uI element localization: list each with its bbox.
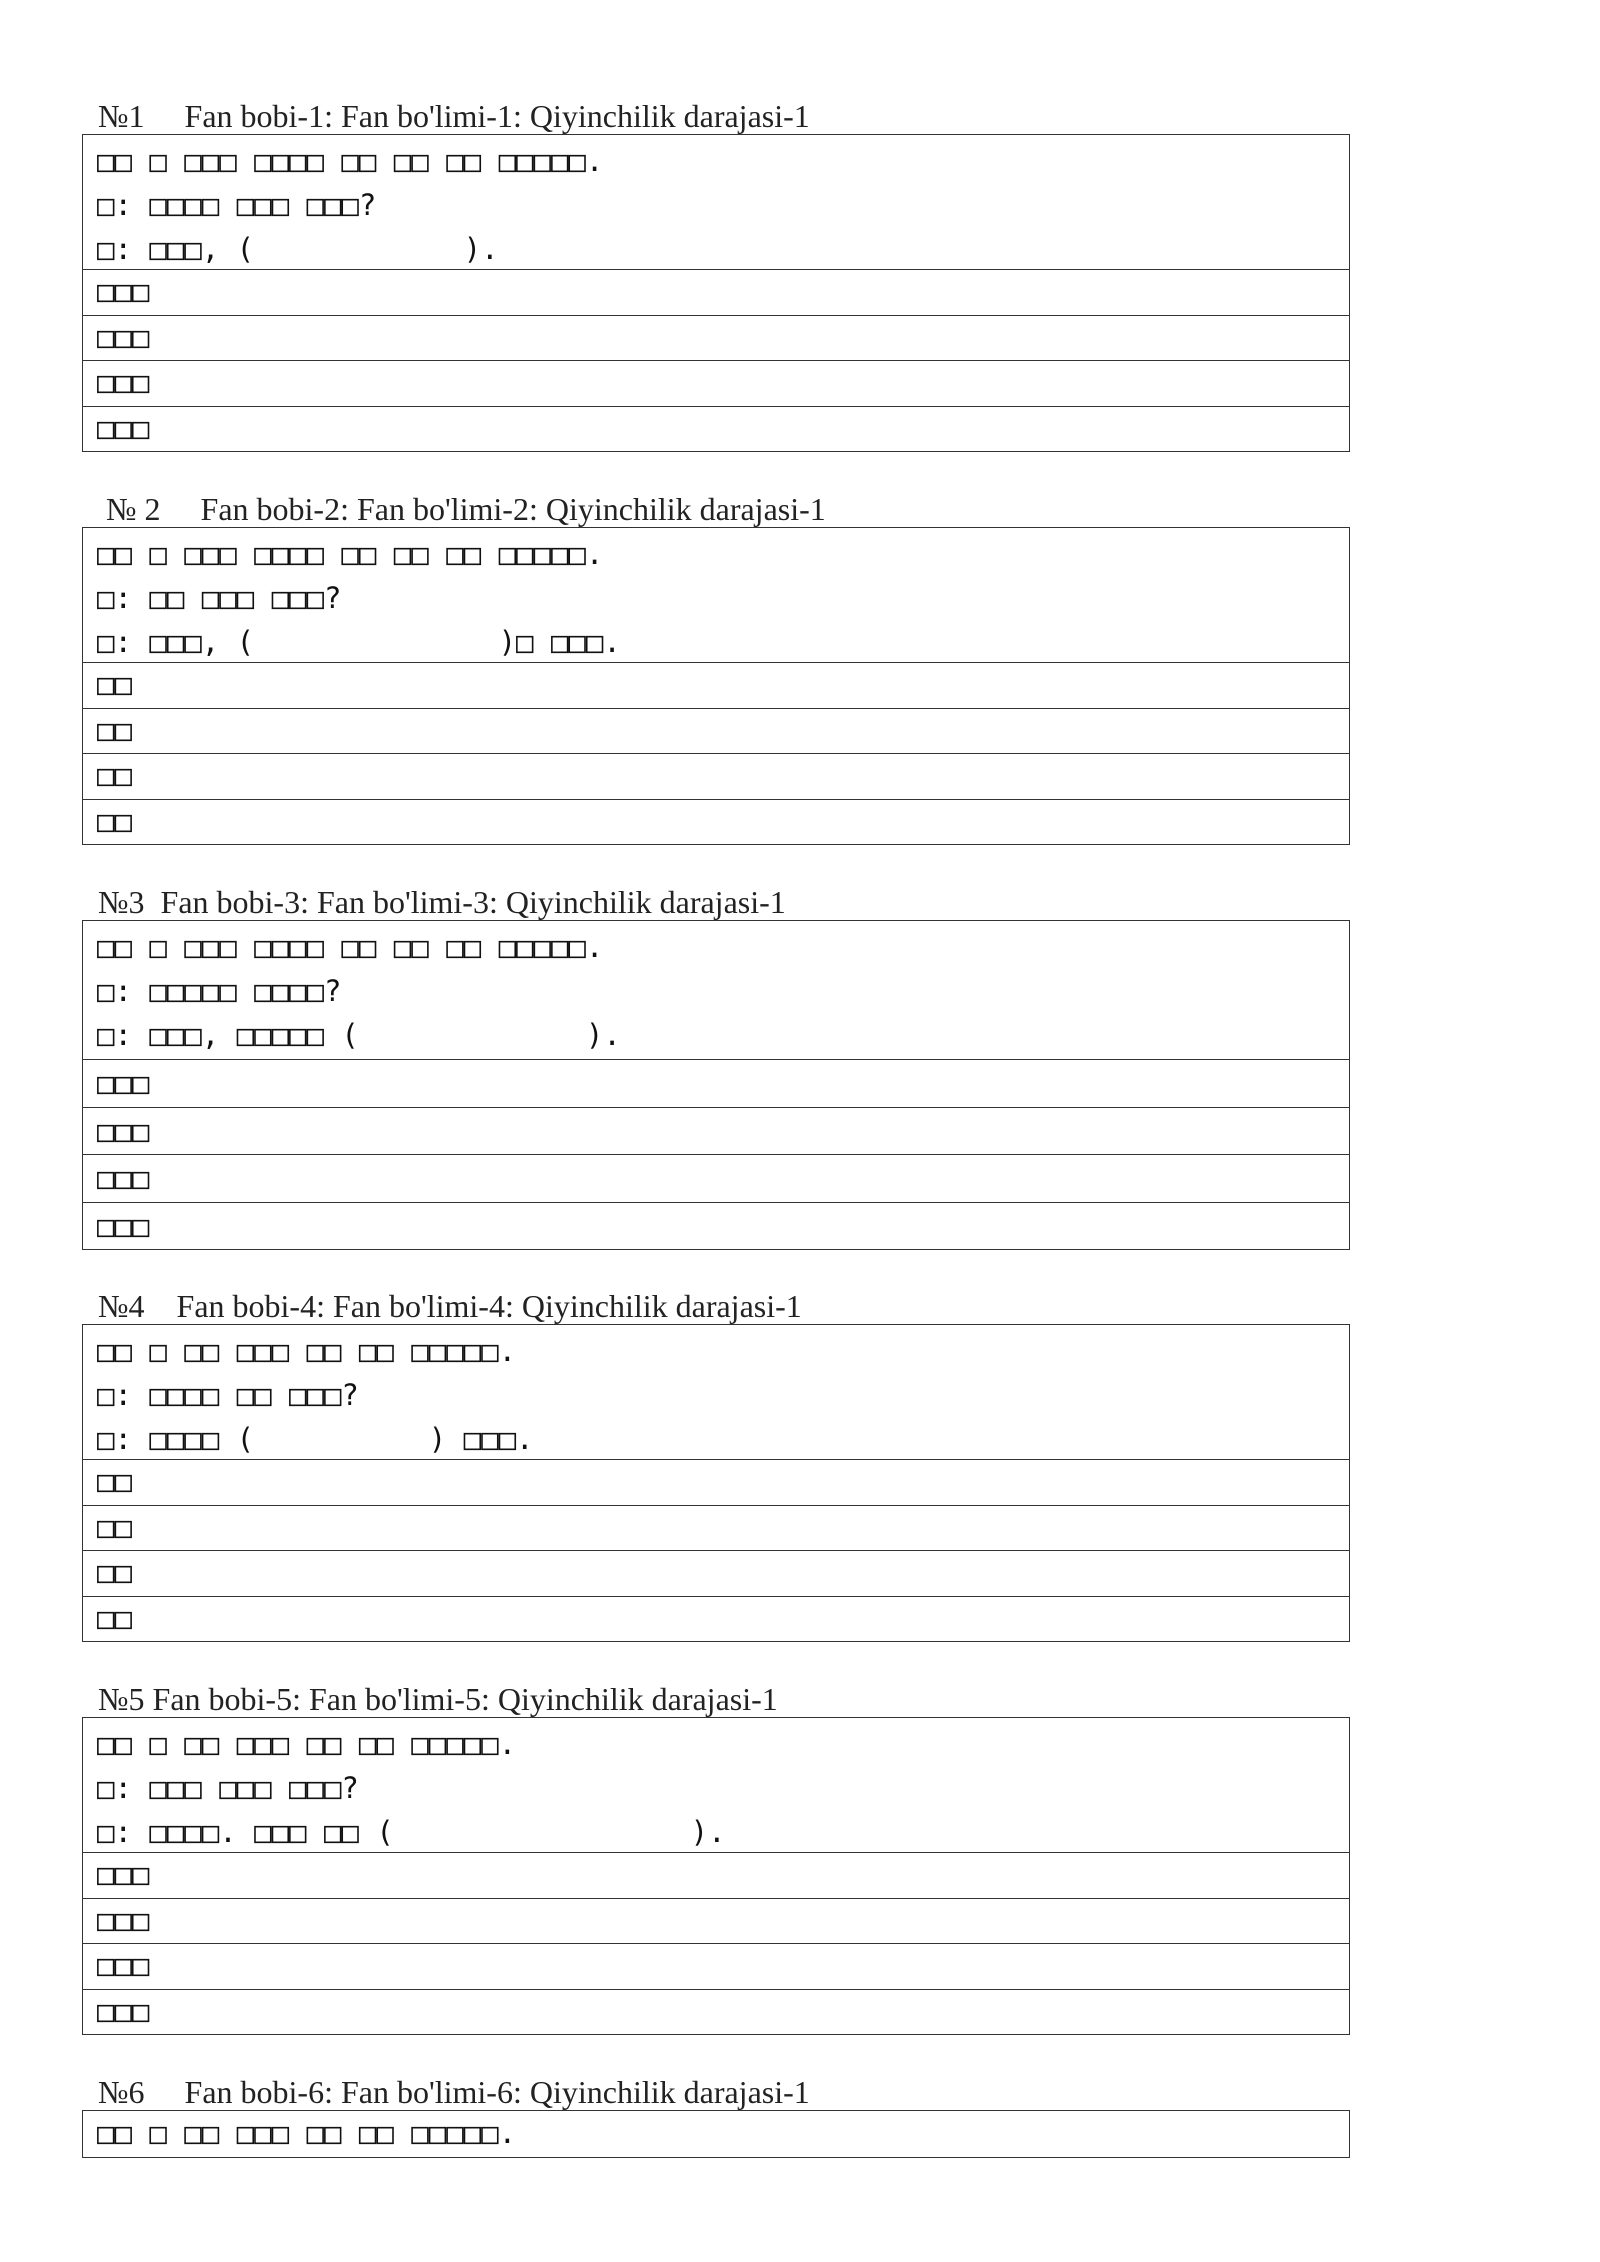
answer-option[interactable]: □□ xyxy=(83,753,1349,799)
answer-option[interactable]: □□□ xyxy=(83,1107,1349,1155)
question-table xyxy=(82,1717,1350,2035)
question-table xyxy=(82,2110,1350,2158)
answer-option[interactable]: □□□ xyxy=(83,1059,1349,1107)
question-header: №5 Fan bobi-5: Fan bo'limi-5: Qiyinchilik darajasi-1 xyxy=(98,1681,778,1717)
stem-line: □□ □ □□ □□□ □□ □□ □□□□□. xyxy=(97,1727,517,1761)
question-2 xyxy=(82,491,1350,845)
question-1 xyxy=(82,98,1350,452)
question-stem xyxy=(83,1718,1349,1852)
answer-option[interactable]: □□□ xyxy=(83,1898,1349,1944)
answer-option[interactable]: □□□ xyxy=(83,269,1349,315)
question-header: №4 Fan bobi-4: Fan bo'limi-4: Qiyinchilik darajasi-1 xyxy=(98,1288,802,1324)
answer-option[interactable]: □□ xyxy=(83,799,1349,845)
stem-line: □□ □ □□□ □□□□ □□ □□ □□ □□□□□. xyxy=(97,930,604,964)
question-5 xyxy=(82,1681,1350,2035)
question-stem xyxy=(83,2111,1349,2157)
stem-line: □□ □ □□ □□□ □□ □□ □□□□□. xyxy=(97,1334,517,1368)
stem-line: □: □□□, ( )□ □□□. xyxy=(97,625,621,659)
answer-option[interactable]: □□ xyxy=(83,1459,1349,1505)
question-table xyxy=(82,920,1350,1250)
answer-option[interactable]: □□ xyxy=(83,662,1349,708)
answer-option[interactable]: □□□ xyxy=(83,1154,1349,1202)
question-stem xyxy=(83,1325,1349,1459)
answer-option[interactable]: □□□ xyxy=(83,360,1349,406)
stem-line: □: □□□□. □□□ □□ ( ). xyxy=(97,1815,726,1849)
stem-line: □□ □ □□ □□□ □□ □□ □□□□□. xyxy=(97,2116,517,2150)
stem-line: □: □□□ □□□ □□□? xyxy=(97,1771,359,1805)
question-stem xyxy=(83,528,1349,662)
stem-line: □: □□□, ( ). xyxy=(97,232,499,266)
answer-option[interactable]: □□□ xyxy=(83,315,1349,361)
answer-option[interactable]: □□ xyxy=(83,1596,1349,1642)
question-4 xyxy=(82,1288,1350,1642)
question-header: №3 Fan bobi-3: Fan bo'limi-3: Qiyinchilik darajasi-1 xyxy=(98,884,786,920)
answer-option[interactable]: □□ xyxy=(83,708,1349,754)
stem-line: □: □□□□ ( ) □□□. xyxy=(97,1422,534,1456)
question-header: № 2 Fan bobi-2: Fan bo'limi-2: Qiyinchilik darajasi-1 xyxy=(98,491,826,527)
question-header: №6 Fan bobi-6: Fan bo'limi-6: Qiyinchilik darajasi-1 xyxy=(98,2074,810,2110)
stem-line: □□ □ □□□ □□□□ □□ □□ □□ □□□□□. xyxy=(97,144,604,178)
answer-option[interactable]: □□ xyxy=(83,1505,1349,1551)
question-stem xyxy=(83,135,1349,269)
stem-line: □: □□□, □□□□□ ( ). xyxy=(97,1018,621,1052)
question-stem xyxy=(83,921,1349,1059)
question-table xyxy=(82,134,1350,452)
answer-option[interactable]: □□□ xyxy=(83,1202,1349,1250)
answer-option[interactable]: □□□ xyxy=(83,1943,1349,1989)
question-6 xyxy=(82,2074,1350,2158)
answer-option[interactable]: □□ xyxy=(83,1550,1349,1596)
stem-line: □□ □ □□□ □□□□ □□ □□ □□ □□□□□. xyxy=(97,537,604,571)
stem-line: □: □□□□ □□ □□□? xyxy=(97,1378,359,1412)
stem-line: □: □□ □□□ □□□? xyxy=(97,581,342,615)
stem-line: □: □□□□ □□□ □□□? xyxy=(97,188,377,222)
question-3 xyxy=(82,884,1350,1250)
answer-option[interactable]: □□□ xyxy=(83,1852,1349,1898)
question-table xyxy=(82,1324,1350,1642)
stem-line: □: □□□□□ □□□□? xyxy=(97,974,342,1008)
answer-option[interactable]: □□□ xyxy=(83,406,1349,452)
question-header: №1 Fan bobi-1: Fan bo'limi-1: Qiyinchilik darajasi-1 xyxy=(98,98,810,134)
question-table xyxy=(82,527,1350,845)
answer-option[interactable]: □□□ xyxy=(83,1989,1349,2035)
